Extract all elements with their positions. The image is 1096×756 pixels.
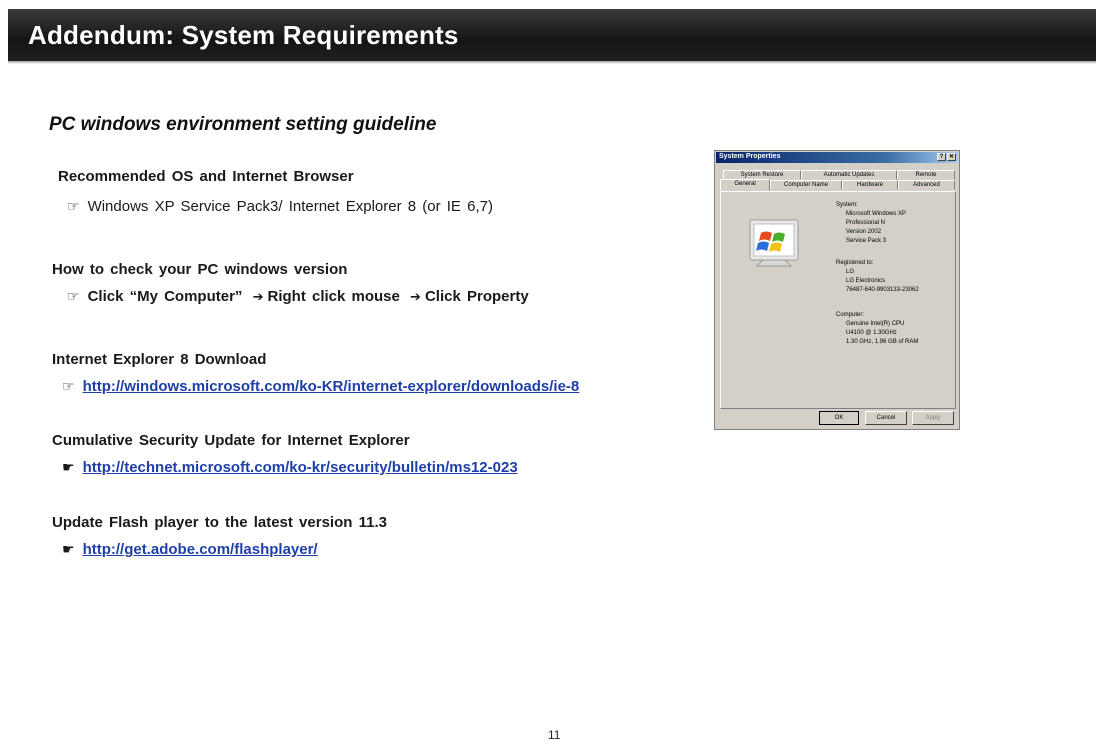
help-button[interactable]: ?: [937, 153, 946, 161]
tab-automatic-updates[interactable]: Automatic Updates: [801, 170, 897, 180]
ie8-download-title: Internet Explorer 8 Download: [52, 351, 267, 368]
system-info: [836, 201, 906, 246]
computer-info: [836, 311, 918, 347]
ie8-download-link[interactable]: http://windows.microsoft.com/ko-KR/internet-explorer/downloads/ie-8: [82, 378, 580, 395]
dialog-title-bar: [716, 152, 958, 163]
pointing-hand-icon: ☛: [62, 460, 75, 476]
step-click-property: Click Property: [424, 288, 529, 305]
page-number: 11: [548, 728, 561, 742]
registered-label: Registered to:: [836, 260, 874, 266]
cpu-ram: 1.30 GHz, 1.96 GB of RAM: [846, 339, 919, 345]
tab-hardware[interactable]: Hardware: [842, 180, 898, 190]
computer-label: Computer:: [836, 312, 865, 318]
recommended-os-text: Windows XP Service Pack3/ Internet Explorer 8 (or IE 6,7): [87, 198, 493, 215]
cpu-model: U4100 @ 1.30GHz: [846, 330, 897, 336]
registered-org: LG Electronics: [846, 278, 886, 284]
check-version-steps: [67, 288, 529, 305]
security-update-title: Cumulative Security Update for Internet Explorer: [52, 432, 410, 449]
step-my-computer: Click “My Computer”: [87, 288, 243, 305]
os-name: Microsoft Windows XP: [846, 211, 907, 217]
os-edition: Professional N: [846, 220, 886, 226]
security-update-link[interactable]: http://technet.microsoft.com/ko-kr/security/bulletin/ms12-023: [82, 459, 518, 476]
tab-general[interactable]: General: [720, 179, 770, 191]
pointing-hand-icon: ☞: [67, 199, 80, 215]
check-version-title: How to check your PC windows version: [52, 261, 348, 278]
section-heading: PC windows environment setting guideline: [49, 114, 437, 135]
cancel-button[interactable]: Cancel: [865, 411, 907, 425]
apply-button[interactable]: Apply: [912, 411, 954, 425]
ok-button[interactable]: OK: [819, 411, 859, 425]
product-id: 76487-640-9903133-23062: [846, 287, 919, 293]
tab-advanced[interactable]: Advanced: [898, 180, 955, 190]
recommended-os-line: [67, 198, 493, 215]
title-bar-shadow: [8, 61, 1096, 64]
flash-update-line: [62, 541, 318, 558]
tab-system-restore[interactable]: System Restore: [723, 170, 801, 180]
system-label: System:: [836, 202, 858, 208]
flash-player-link[interactable]: http://get.adobe.com/flashplayer/: [82, 541, 318, 558]
step-right-click: Right click mouse: [267, 288, 400, 305]
ie8-download-line: [62, 378, 579, 395]
registered-user: LG: [846, 269, 855, 275]
recommended-os-title: Recommended OS and Internet Browser: [58, 168, 354, 185]
flash-update-title: Update Flash player to the latest version 11.3: [52, 514, 387, 531]
pointing-hand-icon: ☛: [62, 542, 75, 558]
arrow-right-icon: ➔: [252, 290, 264, 305]
close-button[interactable]: ✕: [948, 154, 955, 160]
title-bar: [8, 9, 1096, 61]
cpu-name: Genuine Intel(R) CPU: [846, 321, 905, 327]
os-version: Version 2002: [846, 229, 882, 235]
tab-computer-name[interactable]: Computer Name: [770, 180, 842, 190]
page-title: Addendum: System Requirements: [28, 20, 459, 50]
dialog-title: System Properties: [719, 153, 781, 160]
os-service-pack: Service Pack 3: [846, 238, 887, 244]
pointing-hand-icon: ☞: [67, 289, 80, 305]
tab-remote[interactable]: Remote: [897, 170, 955, 180]
windows-xp-monitor-icon: [749, 219, 805, 269]
pointing-hand-icon: ☞: [62, 379, 75, 395]
system-properties-dialog: [714, 150, 960, 430]
registered-info: [836, 259, 919, 295]
security-update-line: [62, 459, 518, 476]
arrow-right-icon: ➔: [410, 290, 421, 305]
